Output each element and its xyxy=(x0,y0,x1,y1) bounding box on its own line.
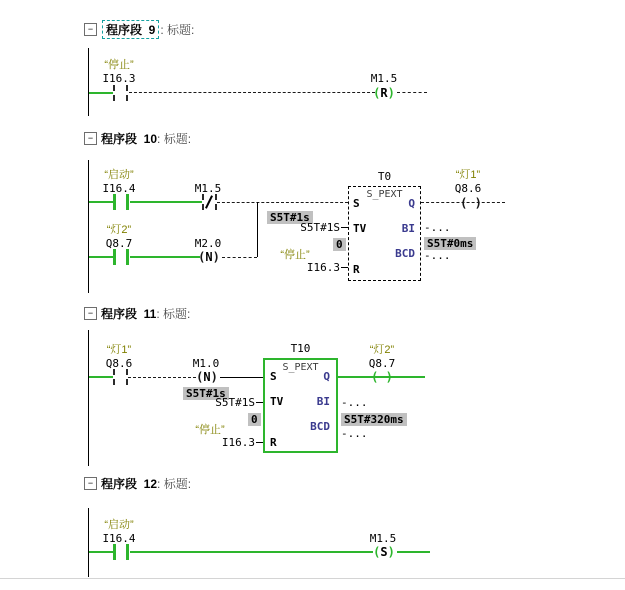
bi-output: -... xyxy=(424,221,451,234)
contact-bar xyxy=(126,194,129,210)
monitor-value-chip: S5T#1s xyxy=(183,387,229,400)
wire xyxy=(89,376,113,378)
nc-slash xyxy=(205,195,213,208)
bcd-output: -... xyxy=(424,249,451,262)
network-12-label[interactable]: 程序段 12 xyxy=(101,477,158,491)
coil-paren: ) xyxy=(385,370,393,384)
operand-label: I16.3 xyxy=(102,72,136,85)
timer-block-t0[interactable] xyxy=(348,186,421,281)
port-r-label: R xyxy=(353,263,360,276)
reset-coil[interactable] xyxy=(371,86,397,100)
port-bi-label: BI xyxy=(401,222,415,235)
timer-name: T0 xyxy=(377,170,392,183)
coil-paren: ( xyxy=(371,370,379,384)
r-operand[interactable]: I16.3 xyxy=(221,436,255,449)
timer-type-label: S_PEXT xyxy=(366,189,403,200)
network-10-label[interactable]: 程序段 10 xyxy=(101,132,158,146)
tv-operand[interactable]: S5T#1S xyxy=(300,221,340,234)
network-12-header[interactable] xyxy=(84,475,191,492)
wire xyxy=(341,227,348,228)
monitor-value-chip: S5T#0ms xyxy=(424,237,476,250)
collapse-icon[interactable]: − xyxy=(84,307,97,320)
coil-paren: ) xyxy=(387,545,395,559)
network-10-header[interactable] xyxy=(84,130,191,147)
wire xyxy=(397,92,427,93)
port-s-label: S xyxy=(353,197,360,210)
port-tv-label: TV xyxy=(270,395,284,408)
power-rail xyxy=(88,330,89,466)
port-s-label: S xyxy=(270,370,277,383)
coil-paren: ) xyxy=(387,86,395,100)
collapse-icon[interactable]: − xyxy=(84,23,97,36)
wire xyxy=(397,551,430,553)
symbol-label: “停止” xyxy=(280,249,310,261)
operand-label: M1.5 xyxy=(370,72,398,85)
coil-letter xyxy=(467,196,474,210)
port-q-label: Q xyxy=(408,197,415,210)
tv-operand[interactable]: S5T#1S xyxy=(215,396,255,409)
symbol-label: “灯2” xyxy=(369,344,395,356)
coil-paren: ) xyxy=(212,250,220,264)
bottom-divider xyxy=(0,578,625,579)
symbol-label: “灯1” xyxy=(106,344,132,356)
operand-label: M1.5 xyxy=(194,182,222,195)
symbol-label: “启动” xyxy=(104,519,134,531)
contact-bar xyxy=(113,544,116,560)
bcd-output: -... xyxy=(341,427,368,440)
power-rail xyxy=(88,160,89,293)
wire xyxy=(129,92,375,93)
operand-label: M1.5 xyxy=(369,532,397,545)
bi-output: -... xyxy=(341,396,368,409)
coil-paren: ) xyxy=(210,370,218,384)
contact-bar xyxy=(113,85,115,101)
port-tv-label: TV xyxy=(353,222,367,235)
network-9-label[interactable]: 程序段 9 xyxy=(102,20,159,39)
symbol-label: “灯2” xyxy=(106,224,132,236)
monitor-value-chip: S5T#1s xyxy=(267,211,313,224)
coil-letter: S xyxy=(380,545,388,559)
symbol-label: “停止” xyxy=(104,59,134,71)
r-operand[interactable]: I16.3 xyxy=(306,261,340,274)
contact-bar xyxy=(126,85,128,101)
set-coil[interactable] xyxy=(371,545,397,559)
collapse-icon[interactable]: − xyxy=(84,132,97,145)
network-12-title[interactable]: : 标题: xyxy=(157,477,192,491)
port-bi-label: BI xyxy=(316,395,330,408)
power-rail xyxy=(88,48,89,116)
coil-letter: N xyxy=(205,250,213,264)
wire xyxy=(341,267,348,268)
branch-junction-wire xyxy=(257,202,258,257)
coil-paren: ( xyxy=(196,370,204,384)
network-9-title[interactable]: : 标题: xyxy=(160,23,195,37)
coil-paren: ( xyxy=(373,86,381,100)
wire xyxy=(256,442,263,443)
timer-block-t10[interactable] xyxy=(263,358,338,453)
timer-name: T10 xyxy=(290,342,311,355)
operand-label: Q8.6 xyxy=(454,182,482,195)
symbol-label: “启动” xyxy=(104,169,134,181)
coil-letter: N xyxy=(203,370,211,384)
output-coil[interactable] xyxy=(369,370,395,384)
network-10-title[interactable]: : 标题: xyxy=(157,132,192,146)
coil-paren: ( xyxy=(198,250,206,264)
coil-letter xyxy=(378,370,385,384)
operand-label: M2.0 xyxy=(194,237,222,250)
output-coil[interactable] xyxy=(458,196,484,210)
monitor-value-chip: 0 xyxy=(248,413,261,426)
negative-edge-coil[interactable] xyxy=(194,370,220,384)
symbol-label: “灯1” xyxy=(455,169,481,181)
coil-paren: ( xyxy=(460,196,468,210)
coil-letter: R xyxy=(380,86,388,100)
port-q-label: Q xyxy=(323,370,330,383)
network-11-title[interactable]: : 标题: xyxy=(156,307,191,321)
wire xyxy=(130,201,202,203)
contact-bar xyxy=(126,544,129,560)
wire xyxy=(89,201,113,203)
monitor-value-chip: S5T#320ms xyxy=(341,413,407,426)
contact-bar xyxy=(113,249,116,265)
network-11-label[interactable]: 程序段 11 xyxy=(101,307,157,321)
wire xyxy=(130,256,200,258)
wire xyxy=(89,256,113,258)
operand-label: I16.4 xyxy=(102,182,136,195)
coil-paren: ( xyxy=(373,545,381,559)
operand-label: Q8.6 xyxy=(105,357,133,370)
wire xyxy=(217,202,348,203)
wire xyxy=(222,257,257,258)
power-rail xyxy=(88,508,89,577)
coil-paren: ) xyxy=(474,196,482,210)
timer-type-label: S_PEXT xyxy=(282,362,319,373)
port-r-label: R xyxy=(270,436,277,449)
contact-bar xyxy=(113,194,116,210)
symbol-label: “停止” xyxy=(195,424,225,436)
contact-bar xyxy=(126,249,129,265)
port-bcd-label: BCD xyxy=(310,420,330,433)
port-bcd-label: BCD xyxy=(395,247,415,260)
wire xyxy=(89,551,113,553)
negative-edge-coil[interactable] xyxy=(196,250,222,264)
wire xyxy=(128,377,196,378)
operand-label: M1.0 xyxy=(192,357,220,370)
wire xyxy=(220,377,263,378)
wire xyxy=(256,402,263,403)
contact-bar xyxy=(113,369,115,385)
monitor-value-chip: 0 xyxy=(333,238,346,251)
operand-label: Q8.7 xyxy=(105,237,133,250)
network-11-header[interactable] xyxy=(84,305,190,322)
operand-label: I16.4 xyxy=(102,532,136,545)
wire xyxy=(130,551,373,553)
operand-label: Q8.7 xyxy=(368,357,396,370)
wire xyxy=(89,92,113,94)
network-9-header[interactable] xyxy=(84,20,194,39)
collapse-icon[interactable]: − xyxy=(84,477,97,490)
